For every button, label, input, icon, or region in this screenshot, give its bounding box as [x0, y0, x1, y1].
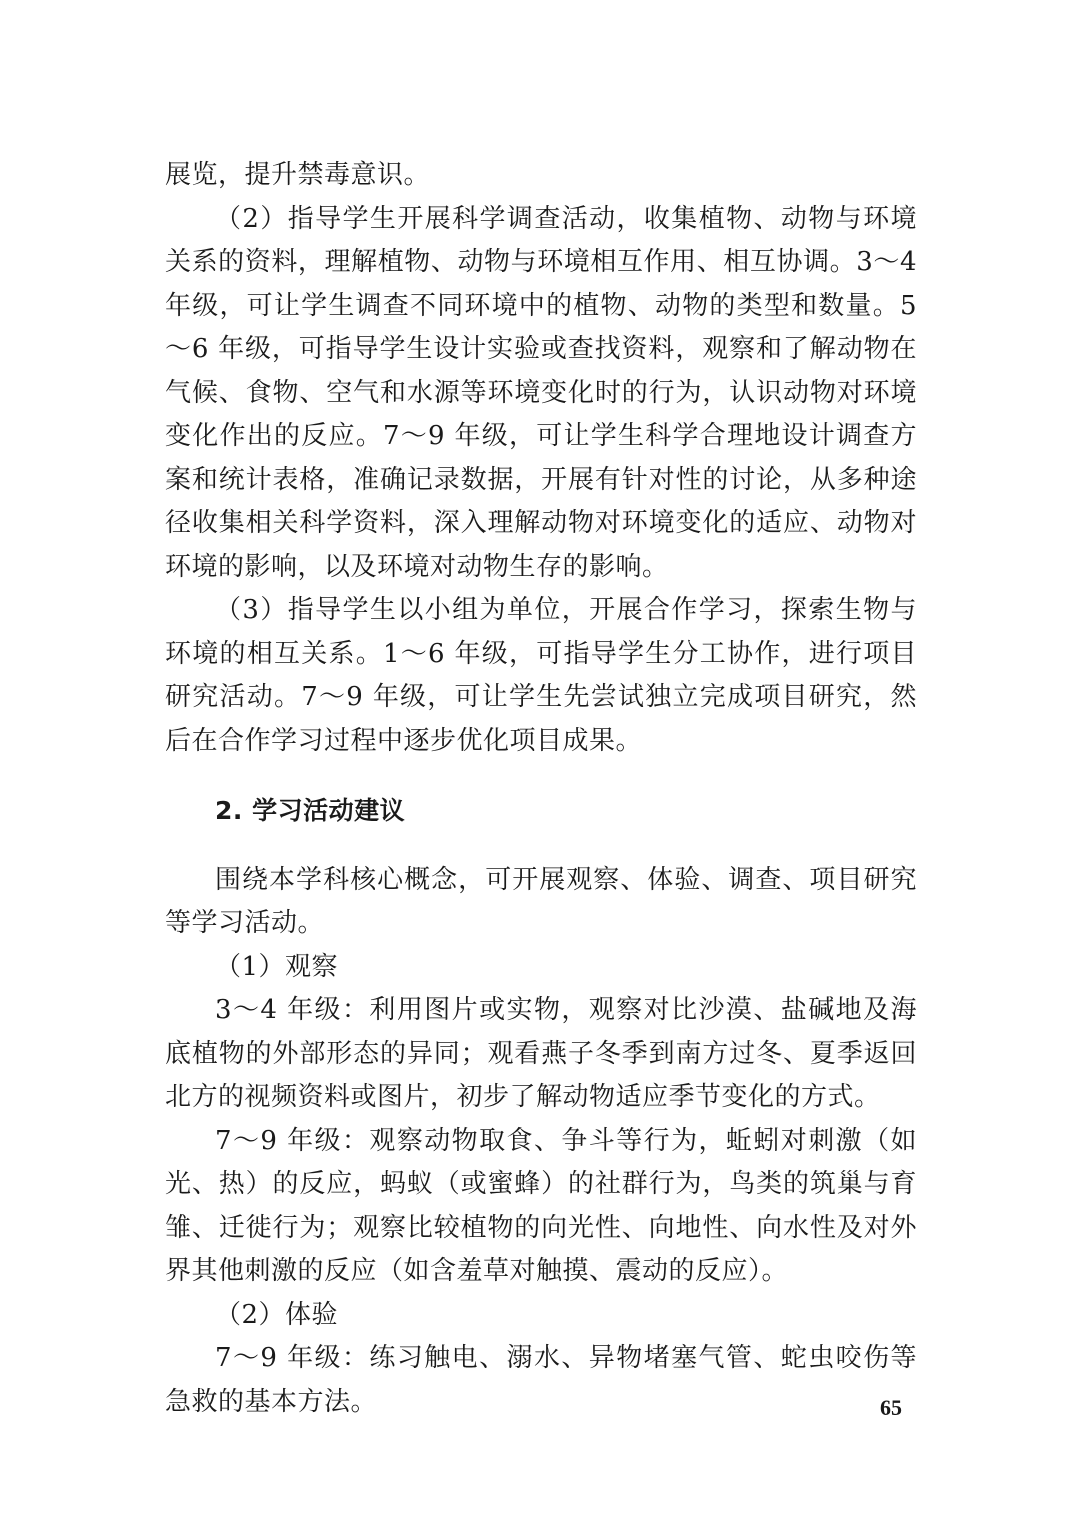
- paragraph: 7～9 年级：练习触电、溺水、异物堵塞气管、蛇虫咬伤等急救的基本方法。: [165, 1343, 917, 1417]
- paragraph: （3）指导学生以小组为单位，开展合作学习，探索生物与环境的相互关系。1～6 年级，可指导学生分工协作，进行项目研究活动。7～9 年级，可让学生先尝试独立完成项目研究，然后在合作学习过程中逐步优化项目成果。: [165, 595, 917, 756]
- subsection-label: （1）观察: [215, 951, 339, 982]
- paragraph: （2）指导学生开展科学调查活动，收集植物、动物与环境关系的资料，理解植物、动物与环境相互作用、相互协调。3～4 年级，可让学生调查不同环境中的植物、动物的类型和数量。5～6 年级，可指导学生设计实验或查找资料，观察和了解动物在气候、食物、空气和水源等环境变化时的行为，认识动物对环境变化作出的反应。7～9 年级，可让学生科学合理地设计调查方案和统计表格，准确记录数据，开展有针对性的讨论，从多种途径收集相关科学资料，深入理解动物对环境变化的适应、动物对环境的影响，以及环境对动物生存的影响。: [165, 203, 917, 582]
- paragraph: 7～9 年级：观察动物取食、争斗等行为，蚯蚓对刺激（如光、热）的反应，蚂蚁（或蜜蜂）的社群行为，鸟类的筑巢与育雏、迁徙行为；观察比较植物的向光性、向地性、向水性及对外界其他刺激的反应（如含羞草对触摸、震动的反应）。: [165, 1125, 917, 1286]
- paragraph: 展览，提升禁毒意识。: [165, 160, 431, 190]
- page-number: 65: [880, 1395, 902, 1420]
- subsection-label: （2）体验: [215, 1299, 339, 1330]
- paragraph: 围绕本学科核心概念，可开展观察、体验、调查、项目研究等学习活动。: [165, 864, 917, 938]
- section-heading: 2. 学习活动建议: [215, 796, 406, 825]
- page-body: [165, 154, 917, 1424]
- paragraph: 3～4 年级：利用图片或实物，观察对比沙漠、盐碱地及海底植物的外部形态的异同；观看燕子冬季到南方过冬、夏季返回北方的视频资料或图片，初步了解动物适应季节变化的方式。: [165, 995, 917, 1112]
